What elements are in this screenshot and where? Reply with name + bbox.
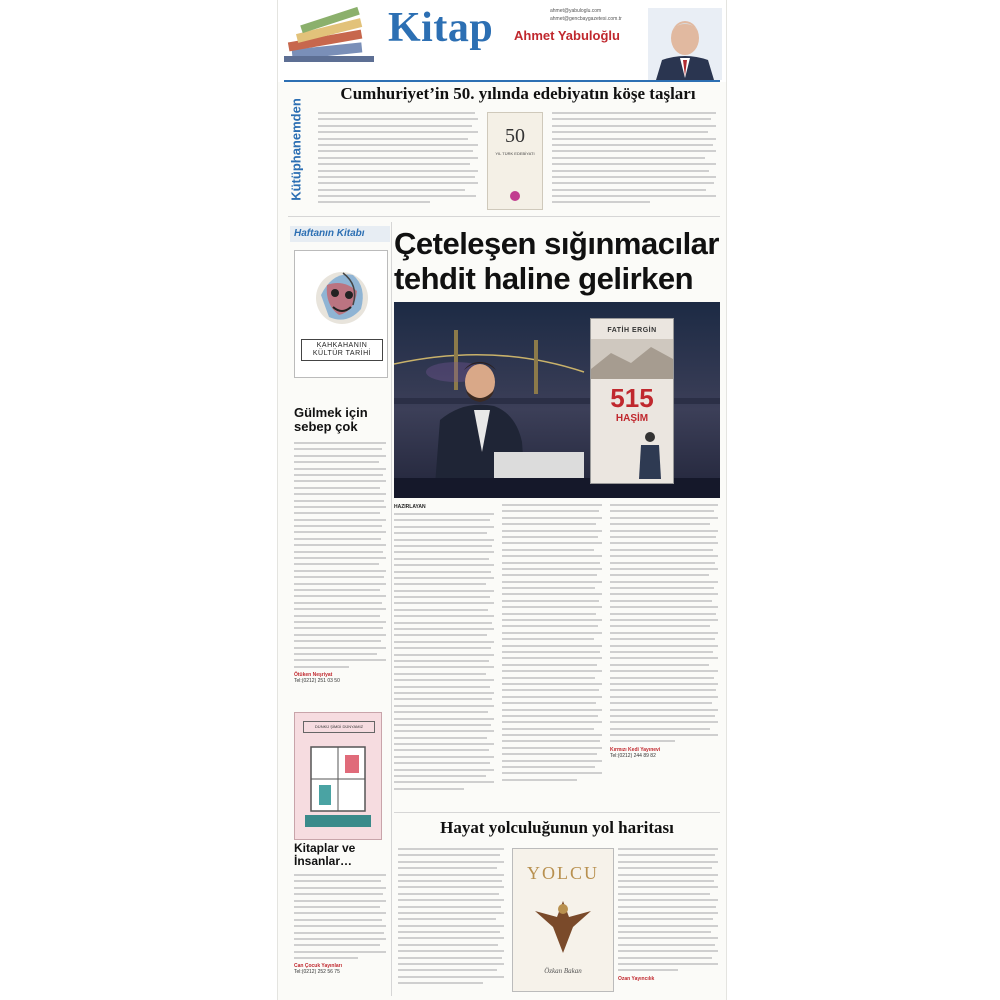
author-email-2: ahmet@gencbaygazetesi.com.tr xyxy=(550,16,622,22)
author-portrait xyxy=(648,8,722,80)
article1-text-col1 xyxy=(318,112,478,210)
cover-figure xyxy=(635,429,665,479)
sidebar-book1-publisher: Ötüken Neşriyat xyxy=(294,672,333,679)
cover-subtitle: HAŞİM xyxy=(615,413,649,424)
cover-number: 50 xyxy=(505,125,525,147)
article2-col3 xyxy=(610,504,718,810)
section-label: Kütüphanemden xyxy=(288,98,304,201)
books-stack-icon xyxy=(282,6,382,66)
cover-seal-icon xyxy=(510,191,520,201)
article1-text-col2 xyxy=(552,112,716,210)
article3-book-cover xyxy=(512,848,614,992)
sidebar-book2-cover xyxy=(294,712,382,840)
sidebar-book1-phone: Tel:(0212) 251 03 50 xyxy=(294,678,340,685)
article2-headline: Çeteleşen sığınmacılar tehdit haline gelirken xyxy=(394,226,719,296)
author-email-1: ahmet@yabuloglu.com xyxy=(550,8,602,14)
cover-art-window xyxy=(305,741,371,831)
cover-author: FATİH ERGİN xyxy=(607,327,657,334)
section-divider xyxy=(288,216,720,217)
article1-book-cover xyxy=(487,112,543,210)
section-vertical-label xyxy=(288,92,306,212)
cover-title: KAHKAHANIN KÜLTÜR TARİHİ xyxy=(301,339,383,361)
cover-art-faces xyxy=(313,265,371,331)
cover-number: 515 xyxy=(610,383,654,413)
sidebar-book1-cover xyxy=(294,250,388,378)
sidebar-book1-text xyxy=(294,442,386,698)
column-divider xyxy=(391,222,392,996)
page-title: Kitap xyxy=(388,5,494,51)
article2-phone: Tel:(0212) 244 89 82 xyxy=(610,752,656,759)
sidebar-book2-publisher: Can Çocuk Yayınları xyxy=(294,963,342,970)
section-divider-2 xyxy=(394,812,720,813)
sidebar-book1-headline: Gülmek için sebep çok xyxy=(294,405,368,434)
newspaper-page xyxy=(278,0,726,1000)
article3-publisher: Ozan Yayıncılık xyxy=(618,975,655,982)
sidebar-book2-text xyxy=(294,874,386,994)
header-rule xyxy=(284,80,720,82)
author-name: Ahmet Yabuloğlu xyxy=(514,28,620,43)
sidebar-book2-headline: Kitaplar ve İnsanlar… xyxy=(294,841,356,868)
cover-art-wall xyxy=(591,339,673,379)
sidebar-label: Haftanın Kitabı xyxy=(290,226,390,242)
sidebar-book2-phone: Tel:(0212) 252 56 75 xyxy=(294,969,340,976)
article3-col1 xyxy=(398,848,504,994)
article2-col2 xyxy=(502,504,602,810)
article1-title: Cumhuriyet’in 50. yılında edebiyatın köşe taşları xyxy=(340,84,696,103)
cover-caption: YIL TÜRK EDEBİYATI xyxy=(495,151,535,156)
article2-book-cover xyxy=(590,318,674,484)
cover-art-bird xyxy=(533,893,593,959)
cover-title: DÜNKÜ ŞİMDİ DÜNYAMIZ xyxy=(303,721,375,733)
cover-title: YOLCU xyxy=(527,863,599,883)
article2-col1 xyxy=(394,504,494,810)
article2-lead-label: HAZIRLAYAN xyxy=(394,504,426,510)
article2-publisher: Kırmızı Kedi Yayınevi xyxy=(610,746,661,753)
cover-author: Özkan Bakan xyxy=(544,967,582,975)
article3-col2 xyxy=(618,848,718,994)
article3-headline: Hayat yolculuğunun yol haritası xyxy=(440,818,674,837)
